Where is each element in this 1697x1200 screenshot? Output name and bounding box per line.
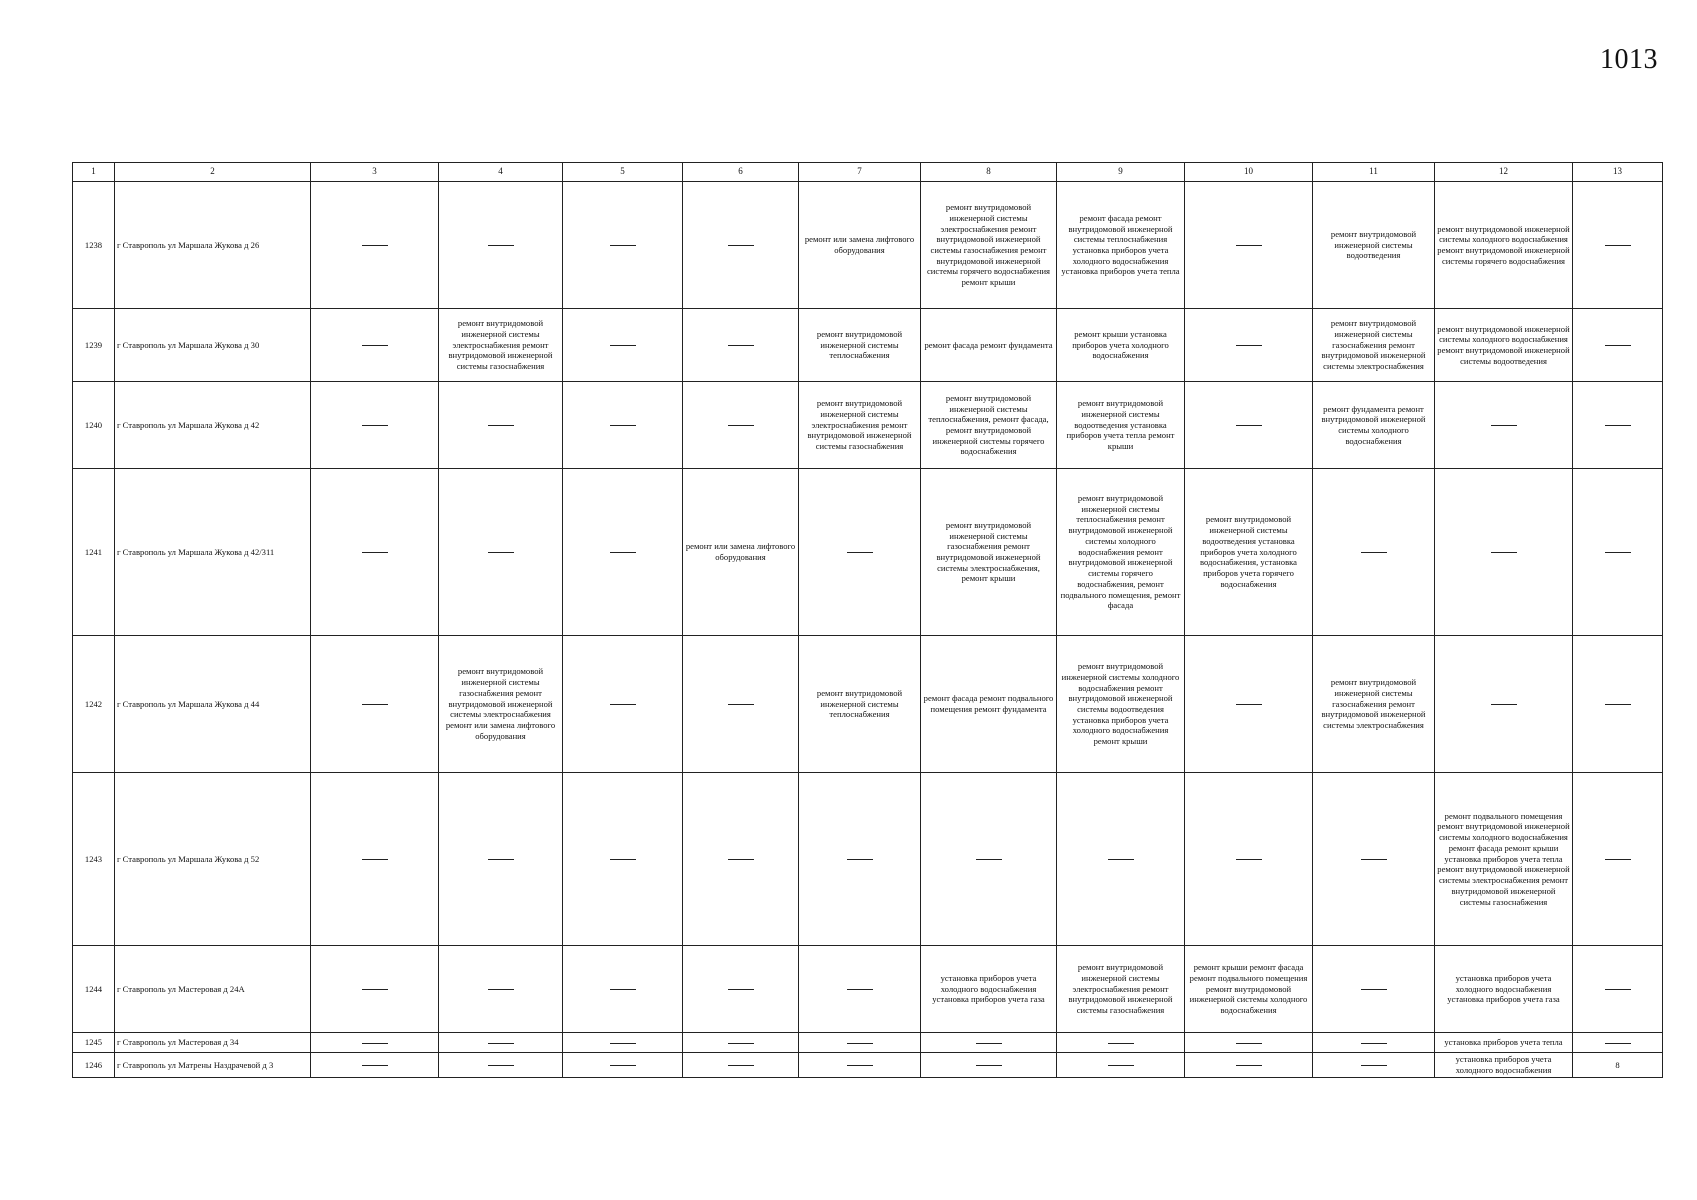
dash-mark xyxy=(1236,245,1262,246)
dash-mark xyxy=(728,1043,754,1044)
column-header: 2 xyxy=(115,163,311,182)
dash-mark xyxy=(1605,989,1631,990)
empty-cell xyxy=(563,1033,683,1053)
empty-cell xyxy=(683,946,799,1033)
empty-cell xyxy=(563,309,683,382)
dash-mark xyxy=(728,1065,754,1066)
dash-mark xyxy=(1361,1065,1387,1066)
work-cell: ремонт внутридомовой инженерной системы теплоснабжения xyxy=(799,636,921,773)
work-cell: ремонт фасада ремонт подвального помещения ремонт фундамента xyxy=(921,636,1057,773)
work-cell: ремонт внутридомовой инженерной системы газоснабжения ремонт внутридомовой инженерной системы электроснабжения xyxy=(1313,636,1435,773)
dash-mark xyxy=(1605,1043,1631,1044)
table-row xyxy=(73,182,1663,309)
work-cell: ремонт внутридомовой инженерной системы электроснабжения ремонт внутридомовой инженерной системы газоснабжения ремонт внутридомовой инженерной системы горячего водоснабжения ремонт крыши xyxy=(921,182,1057,309)
work-cell: ремонт или замена лифтового оборудования xyxy=(683,469,799,636)
dash-mark xyxy=(728,245,754,246)
column-header: 3 xyxy=(311,163,439,182)
dash-mark xyxy=(362,425,388,426)
dash-mark xyxy=(610,1065,636,1066)
empty-cell xyxy=(1185,1033,1313,1053)
dash-mark xyxy=(728,345,754,346)
dash-mark xyxy=(488,1043,514,1044)
dash-mark xyxy=(976,859,1002,860)
empty-cell xyxy=(1573,636,1663,773)
address-cell: г Ставрополь ул Маршала Жукова д 52 xyxy=(115,773,311,946)
row-number: 1238 xyxy=(73,182,115,309)
empty-cell xyxy=(1057,1033,1185,1053)
empty-cell xyxy=(1435,469,1573,636)
address-cell: г Ставрополь ул Матрены Наздрачевой д 3 xyxy=(115,1053,311,1078)
work-cell: ремонт внутридомовой инженерной системы холодного водоснабжения ремонт внутридомовой инженерной системы горячего водоснабжения xyxy=(1435,182,1573,309)
dash-mark xyxy=(1361,989,1387,990)
column-header: 5 xyxy=(563,163,683,182)
empty-cell xyxy=(1313,469,1435,636)
empty-cell xyxy=(1057,1053,1185,1078)
empty-cell xyxy=(563,382,683,469)
dash-mark xyxy=(610,552,636,553)
dash-mark xyxy=(362,704,388,705)
dash-mark xyxy=(1491,425,1517,426)
empty-cell xyxy=(1185,382,1313,469)
empty-cell xyxy=(311,1053,439,1078)
dash-mark xyxy=(362,245,388,246)
column-header: 7 xyxy=(799,163,921,182)
empty-cell xyxy=(1435,382,1573,469)
dash-mark xyxy=(488,989,514,990)
empty-cell xyxy=(921,773,1057,946)
table-row xyxy=(73,309,1663,382)
empty-cell xyxy=(311,1033,439,1053)
empty-cell xyxy=(1435,636,1573,773)
empty-cell xyxy=(563,773,683,946)
column-header: 6 xyxy=(683,163,799,182)
row-number: 1244 xyxy=(73,946,115,1033)
dash-mark xyxy=(488,859,514,860)
empty-cell xyxy=(439,382,563,469)
dash-mark xyxy=(1605,345,1631,346)
empty-cell xyxy=(683,773,799,946)
address-cell: г Ставрополь ул Маршала Жукова д 42 xyxy=(115,382,311,469)
work-cell: ремонт внутридомовой инженерной системы теплоснабжения ремонт внутридомовой инженерной системы холодного водоснабжения ремонт внутридомовой инженерной системы горячего водоснабжения, ремонт подвального помещения, ремонт фасада xyxy=(1057,469,1185,636)
dash-mark xyxy=(362,989,388,990)
dash-mark xyxy=(728,989,754,990)
column-header: 8 xyxy=(921,163,1057,182)
dash-mark xyxy=(1361,552,1387,553)
table-row xyxy=(73,1053,1663,1078)
dash-mark xyxy=(976,1065,1002,1066)
empty-cell xyxy=(439,469,563,636)
column-header: 1 xyxy=(73,163,115,182)
work-cell: ремонт внутридомовой инженерной системы газоснабжения ремонт внутридомовой инженерной системы электроснабжения, ремонт крыши xyxy=(921,469,1057,636)
empty-cell xyxy=(439,773,563,946)
row-number: 1239 xyxy=(73,309,115,382)
dash-mark xyxy=(1361,859,1387,860)
dash-mark xyxy=(610,245,636,246)
work-cell: ремонт внутридомовой инженерной системы водоотведения xyxy=(1313,182,1435,309)
empty-cell xyxy=(1185,182,1313,309)
registry-table xyxy=(72,162,1663,1078)
dash-mark xyxy=(362,859,388,860)
work-cell: ремонт внутридомовой инженерной системы электроснабжения ремонт внутридомовой инженерной системы газоснабжения xyxy=(1057,946,1185,1033)
dash-mark xyxy=(847,552,873,553)
dash-mark xyxy=(1236,859,1262,860)
work-cell: установка приборов учета холодного водоснабжения установка приборов учета газа xyxy=(921,946,1057,1033)
table-row xyxy=(73,946,1663,1033)
dash-mark xyxy=(1361,1043,1387,1044)
dash-mark xyxy=(1491,552,1517,553)
address-cell: г Ставрополь ул Маршала Жукова д 30 xyxy=(115,309,311,382)
empty-cell xyxy=(1573,182,1663,309)
dash-mark xyxy=(728,425,754,426)
work-cell: ремонт внутридомовой инженерной системы водоотведения установка приборов учета холодного водоснабжения, установка приборов учета горячего водоснабжения xyxy=(1185,469,1313,636)
work-cell: ремонт внутридомовой инженерной системы холодного водоснабжения ремонт внутридомовой инженерной системы водоотведения установка приборов учета холодного водоснабжения ремонт крыши xyxy=(1057,636,1185,773)
empty-cell xyxy=(311,946,439,1033)
dash-mark xyxy=(728,859,754,860)
dash-mark xyxy=(488,552,514,553)
empty-cell xyxy=(563,636,683,773)
row-number: 1240 xyxy=(73,382,115,469)
work-cell: установка приборов учета тепла xyxy=(1435,1033,1573,1053)
row-number: 1241 xyxy=(73,469,115,636)
table-row xyxy=(73,636,1663,773)
row-number: 1245 xyxy=(73,1033,115,1053)
dash-mark xyxy=(362,1043,388,1044)
column-header: 10 xyxy=(1185,163,1313,182)
empty-cell xyxy=(1573,309,1663,382)
page-number: 1013 xyxy=(1600,44,1658,75)
dash-mark xyxy=(1108,859,1134,860)
table-row xyxy=(73,773,1663,946)
work-cell: ремонт крыши ремонт фасада ремонт подвального помещения ремонт внутридомовой инженерной системы холодного водоснабжения xyxy=(1185,946,1313,1033)
work-cell: ремонт внутридомовой инженерной системы газоснабжения ремонт внутридомовой инженерной системы электроснабжения ремонт или замена лифтового оборудования xyxy=(439,636,563,773)
empty-cell xyxy=(683,382,799,469)
dash-mark xyxy=(1236,425,1262,426)
empty-cell xyxy=(439,1033,563,1053)
empty-cell xyxy=(683,182,799,309)
empty-cell xyxy=(1573,773,1663,946)
table-row xyxy=(73,1033,1663,1053)
empty-cell xyxy=(799,773,921,946)
dash-mark xyxy=(1605,245,1631,246)
empty-cell xyxy=(1313,773,1435,946)
dash-mark xyxy=(1605,859,1631,860)
address-cell: г Ставрополь ул Мастеровая д 24А xyxy=(115,946,311,1033)
work-cell: ремонт фасада ремонт внутридомовой инженерной системы теплоснабжения установка приборов учета холодного водоснабжения установка приборов учета тепла xyxy=(1057,182,1185,309)
dash-mark xyxy=(847,859,873,860)
work-cell: установка приборов учета холодного водоснабжения xyxy=(1435,1053,1573,1078)
work-cell: ремонт или замена лифтового оборудования xyxy=(799,182,921,309)
empty-cell xyxy=(1185,1053,1313,1078)
work-cell: ремонт внутридомовой инженерной системы холодного водоснабжения ремонт внутридомовой инженерной системы водоотведения xyxy=(1435,309,1573,382)
empty-cell xyxy=(1185,636,1313,773)
empty-cell xyxy=(311,309,439,382)
work-cell: ремонт внутридомовой инженерной системы теплоснабжения xyxy=(799,309,921,382)
empty-cell xyxy=(311,636,439,773)
empty-cell xyxy=(311,469,439,636)
table-row xyxy=(73,469,1663,636)
dash-mark xyxy=(1236,1065,1262,1066)
work-cell: ремонт фундамента ремонт внутридомовой инженерной системы холодного водоснабжения xyxy=(1313,382,1435,469)
dash-mark xyxy=(610,345,636,346)
empty-cell xyxy=(563,1053,683,1078)
empty-cell xyxy=(311,773,439,946)
dash-mark xyxy=(847,1043,873,1044)
work-cell: ремонт внутридомовой инженерной системы электроснабжения ремонт внутридомовой инженерной системы газоснабжения xyxy=(799,382,921,469)
empty-cell xyxy=(439,946,563,1033)
empty-cell xyxy=(683,636,799,773)
empty-cell xyxy=(439,1053,563,1078)
empty-cell xyxy=(439,182,563,309)
address-cell: г Ставрополь ул Маршала Жукова д 44 xyxy=(115,636,311,773)
work-cell: ремонт внутридомовой инженерной системы теплоснабжения, ремонт фасада, ремонт внутридомовой инженерной системы горячего водоснабжения xyxy=(921,382,1057,469)
empty-cell xyxy=(683,309,799,382)
work-cell: ремонт крыши установка приборов учета холодного водоснабжения xyxy=(1057,309,1185,382)
dash-mark xyxy=(976,1043,1002,1044)
dash-mark xyxy=(1108,1065,1134,1066)
address-cell: г Ставрополь ул Маршала Жукова д 26 xyxy=(115,182,311,309)
dash-mark xyxy=(1605,552,1631,553)
work-cell: 8 xyxy=(1573,1053,1663,1078)
dash-mark xyxy=(362,1065,388,1066)
empty-cell xyxy=(563,469,683,636)
empty-cell xyxy=(1313,946,1435,1033)
work-cell: ремонт внутридомовой инженерной системы газоснабжения ремонт внутридомовой инженерной системы электроснабжения xyxy=(1313,309,1435,382)
empty-cell xyxy=(683,1033,799,1053)
empty-cell xyxy=(1573,382,1663,469)
empty-cell xyxy=(1573,946,1663,1033)
dash-mark xyxy=(847,1065,873,1066)
dash-mark xyxy=(1236,345,1262,346)
empty-cell xyxy=(921,1033,1057,1053)
dash-mark xyxy=(1605,704,1631,705)
column-header: 4 xyxy=(439,163,563,182)
empty-cell xyxy=(683,1053,799,1078)
work-cell: установка приборов учета холодного водоснабжения установка приборов учета газа xyxy=(1435,946,1573,1033)
row-number: 1246 xyxy=(73,1053,115,1078)
empty-cell xyxy=(311,182,439,309)
work-cell: ремонт подвального помещения ремонт внутридомовой инженерной системы холодного водоснабжения ремонт фасада ремонт крыши установка приборов учета тепла ремонт внутридомовой инженерной системы электроснабжения ремонт внутридомовой инженерной системы газоснабжения xyxy=(1435,773,1573,946)
dash-mark xyxy=(488,245,514,246)
dash-mark xyxy=(1491,704,1517,705)
column-header: 9 xyxy=(1057,163,1185,182)
row-number: 1243 xyxy=(73,773,115,946)
row-number: 1242 xyxy=(73,636,115,773)
dash-mark xyxy=(610,989,636,990)
dash-mark xyxy=(362,345,388,346)
empty-cell xyxy=(799,469,921,636)
empty-cell xyxy=(799,1033,921,1053)
work-cell: ремонт внутридомовой инженерной системы водоотведения установка приборов учета тепла ремонт крыши xyxy=(1057,382,1185,469)
column-header: 11 xyxy=(1313,163,1435,182)
empty-cell xyxy=(799,946,921,1033)
empty-cell xyxy=(799,1053,921,1078)
dash-mark xyxy=(847,989,873,990)
column-header: 12 xyxy=(1435,163,1573,182)
dash-mark xyxy=(488,1065,514,1066)
dash-mark xyxy=(610,1043,636,1044)
empty-cell xyxy=(1313,1053,1435,1078)
empty-cell xyxy=(1573,1033,1663,1053)
empty-cell xyxy=(311,382,439,469)
empty-cell xyxy=(1573,469,1663,636)
dash-mark xyxy=(488,425,514,426)
dash-mark xyxy=(1236,1043,1262,1044)
empty-cell xyxy=(563,182,683,309)
empty-cell xyxy=(1185,309,1313,382)
address-cell: г Ставрополь ул Маршала Жукова д 42/311 xyxy=(115,469,311,636)
dash-mark xyxy=(728,704,754,705)
dash-mark xyxy=(1236,704,1262,705)
column-header: 13 xyxy=(1573,163,1663,182)
dash-mark xyxy=(610,425,636,426)
empty-cell xyxy=(1313,1033,1435,1053)
address-cell: г Ставрополь ул Мастеровая д 34 xyxy=(115,1033,311,1053)
dash-mark xyxy=(1605,425,1631,426)
dash-mark xyxy=(1108,1043,1134,1044)
empty-cell xyxy=(921,1053,1057,1078)
work-cell: ремонт внутридомовой инженерной системы электроснабжения ремонт внутридомовой инженерной системы газоснабжения xyxy=(439,309,563,382)
table-row xyxy=(73,382,1663,469)
dash-mark xyxy=(610,704,636,705)
header-row xyxy=(73,163,1663,182)
empty-cell xyxy=(563,946,683,1033)
dash-mark xyxy=(362,552,388,553)
work-cell: ремонт фасада ремонт фундамента xyxy=(921,309,1057,382)
dash-mark xyxy=(610,859,636,860)
empty-cell xyxy=(1057,773,1185,946)
empty-cell xyxy=(1185,773,1313,946)
